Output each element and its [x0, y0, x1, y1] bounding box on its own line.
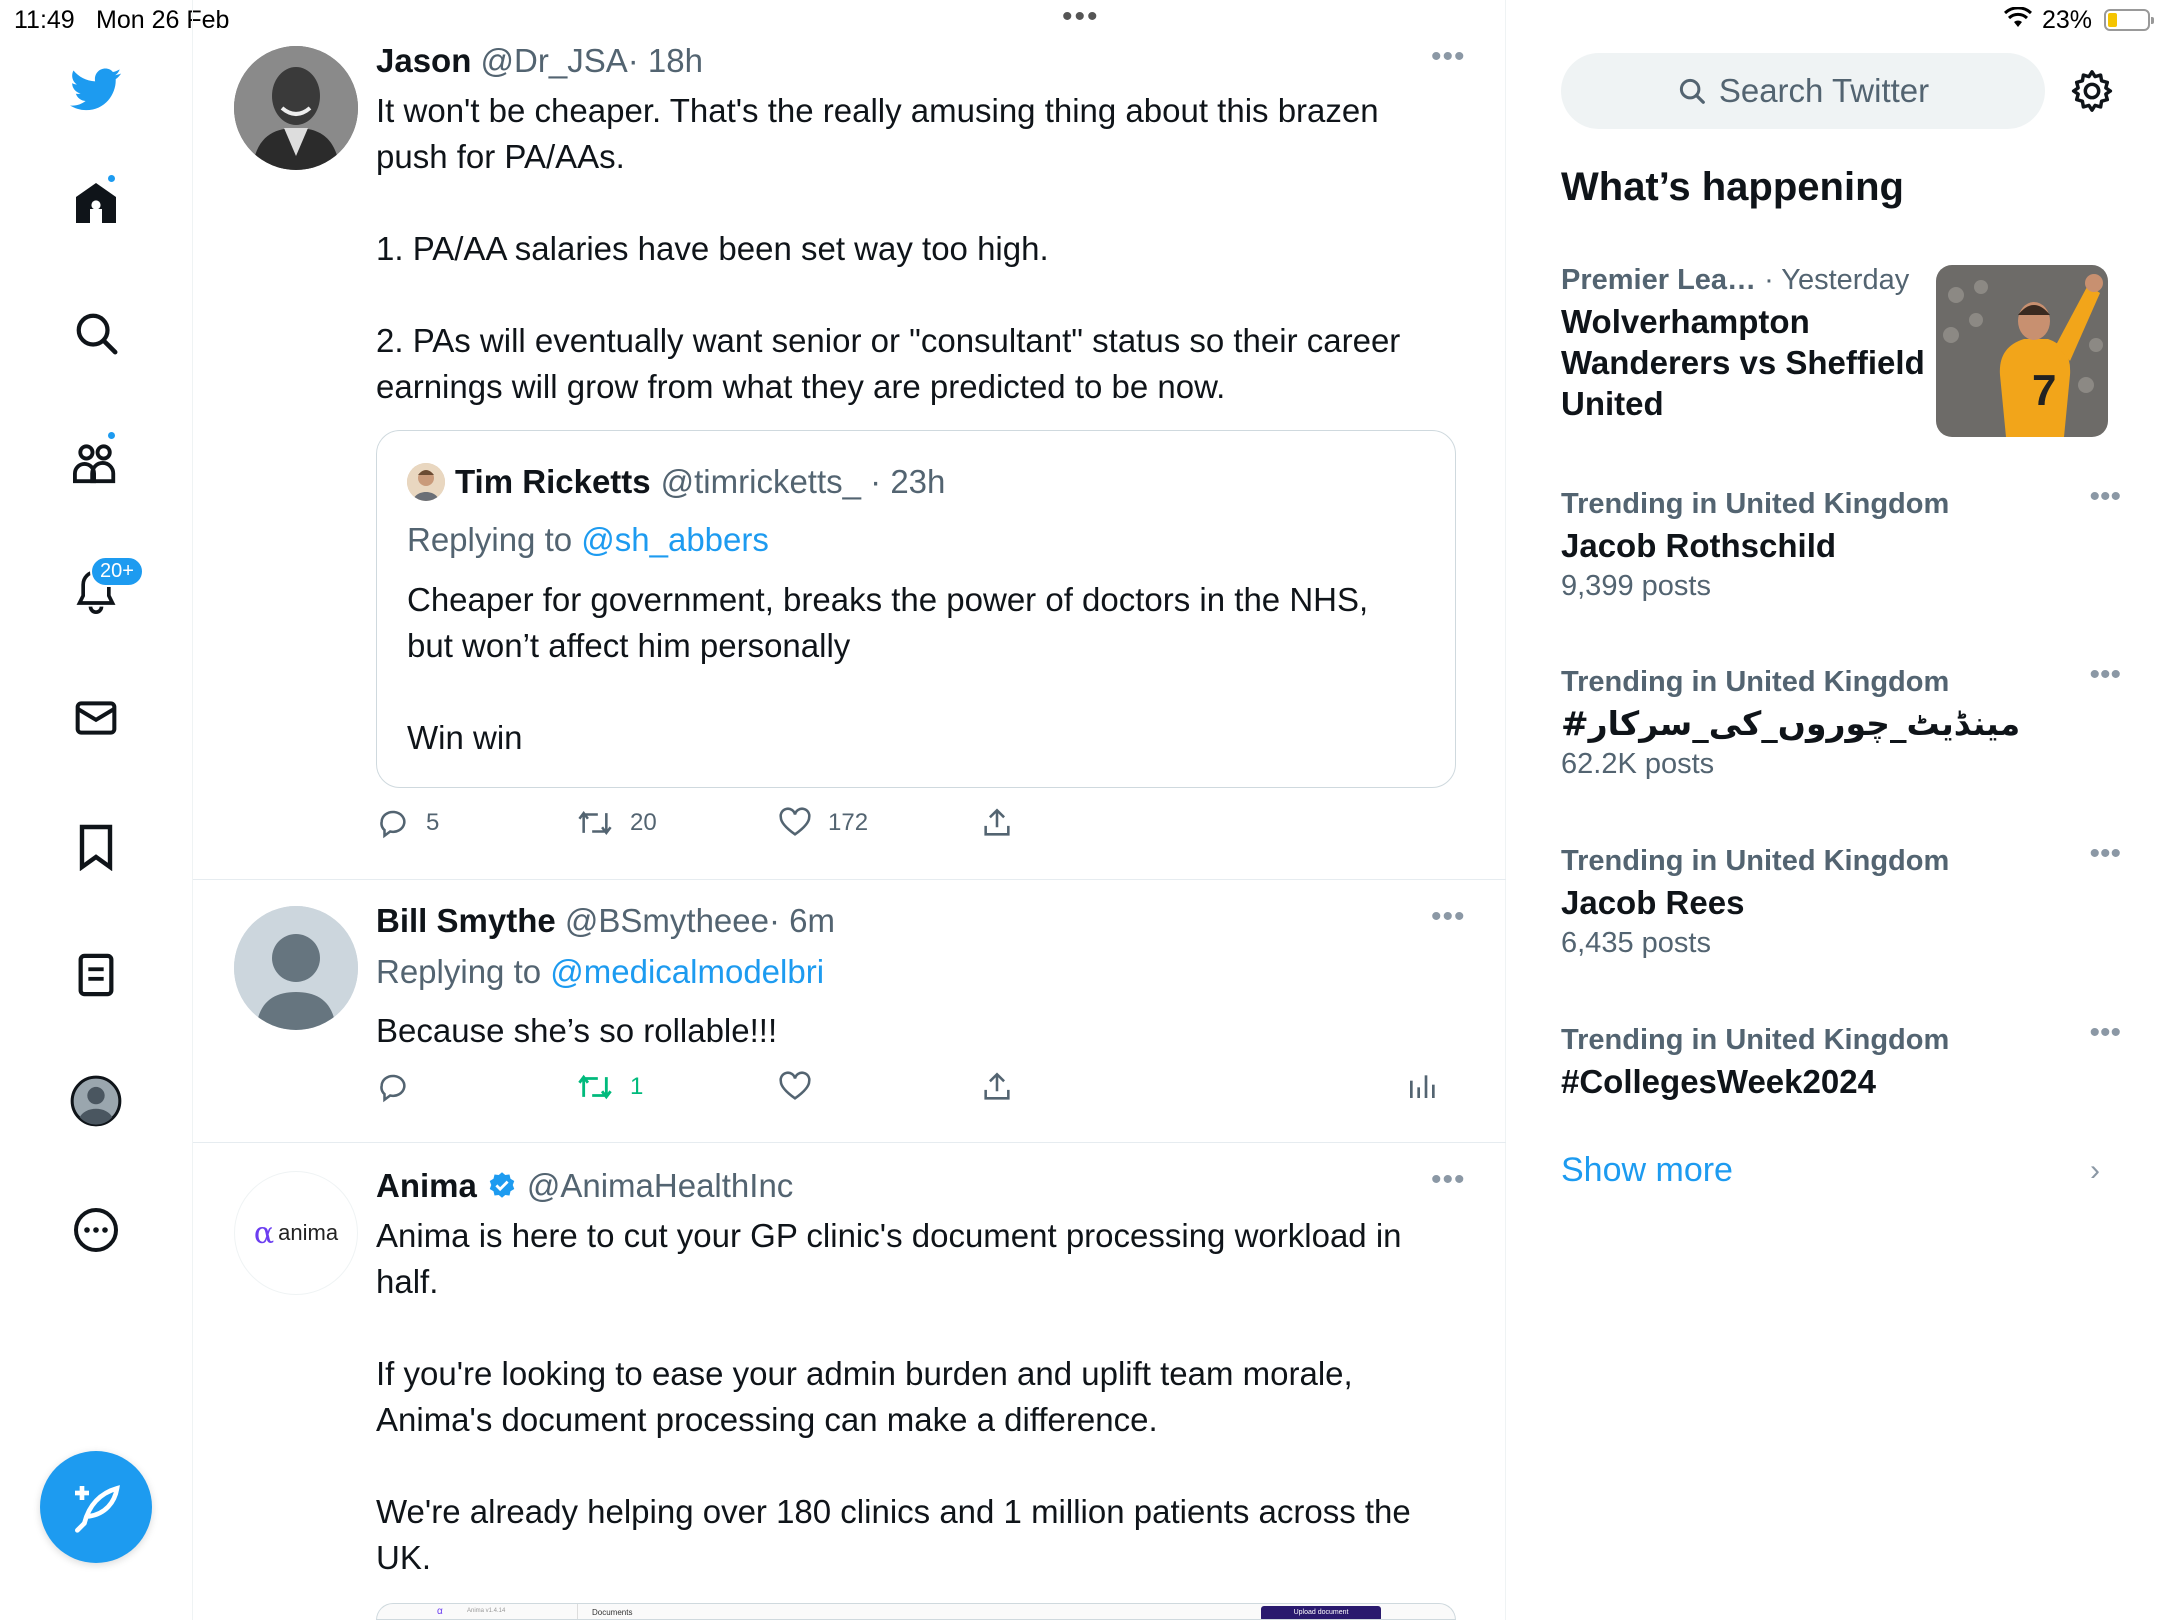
- trend-more-icon[interactable]: •••: [2089, 480, 2121, 513]
- author-handle[interactable]: @BSmytheee: [564, 902, 769, 939]
- tweet-author-avatar[interactable]: [234, 46, 358, 170]
- trend-context: Trending in United Kingdom: [1561, 488, 1950, 520]
- bookmarks-icon[interactable]: [66, 817, 126, 877]
- tweet-header: [376, 42, 703, 80]
- trend-topic: Jacob Rees: [1561, 884, 1745, 921]
- quoted-tweet-time: · 23h: [870, 463, 946, 500]
- tweet-time[interactable]: · 18h: [627, 42, 703, 79]
- anima-logo-text: anima: [278, 1220, 339, 1245]
- trend-item[interactable]: [1561, 1016, 2121, 1102]
- retweet-button[interactable]: [576, 806, 657, 840]
- compose-tweet-button[interactable]: [40, 1451, 152, 1563]
- trend-item[interactable]: [1561, 837, 2121, 960]
- quoted-replying-prefix: Replying to: [407, 521, 582, 558]
- like-button[interactable]: [778, 806, 868, 840]
- replying-to-link[interactable]: @medicalmodelbri: [550, 953, 825, 990]
- like-button[interactable]: [778, 1070, 812, 1104]
- quoted-tweet[interactable]: [376, 430, 1456, 788]
- replying-prefix: Replying to: [376, 953, 551, 990]
- author-handle[interactable]: @Dr_JSA: [480, 42, 628, 79]
- trend-item[interactable]: [1561, 264, 1931, 424]
- trend-context: Trending in United Kingdom: [1561, 1024, 1950, 1056]
- trend-more-icon[interactable]: •••: [2089, 658, 2121, 691]
- trend-topic: #CollegesWeek2024: [1561, 1063, 1876, 1100]
- reply-button[interactable]: [376, 806, 439, 840]
- show-more-link[interactable]: Show more: [1561, 1151, 1733, 1189]
- svg-text:7: 7: [2032, 366, 2057, 415]
- tweet-item[interactable]: [193, 0, 1506, 880]
- messages-icon[interactable]: [66, 688, 126, 748]
- trend-context: [1561, 264, 1931, 297]
- author-name[interactable]: Anima: [376, 1167, 477, 1204]
- communities-icon[interactable]: [66, 432, 126, 492]
- trend-context: Trending in United Kingdom: [1561, 845, 1950, 877]
- trend-more-icon[interactable]: •••: [2089, 837, 2121, 870]
- retweet-icon: [576, 1070, 614, 1104]
- tweet-item[interactable]: [193, 1143, 1506, 1620]
- quoted-author-handle: @timricketts_: [660, 463, 861, 500]
- tweet-item[interactable]: [193, 880, 1506, 1143]
- heart-icon: [778, 1070, 812, 1104]
- reply-count: 5: [426, 809, 440, 836]
- author-name[interactable]: Bill Smythe: [376, 902, 556, 939]
- compose-feather-icon: [68, 1479, 124, 1535]
- tweet-header: [376, 902, 835, 940]
- reply-icon: [376, 806, 410, 840]
- share-button[interactable]: [980, 1070, 1014, 1104]
- author-handle[interactable]: @AnimaHealthInc: [526, 1167, 794, 1204]
- trend-topic: #مینڈیٹ_چوروں_کی_سرکار: [1561, 704, 2021, 743]
- home-icon[interactable]: [66, 173, 126, 233]
- media-section-label: Documents: [592, 1608, 633, 1617]
- tweet-time[interactable]: · 6m: [768, 902, 835, 939]
- tweet-media-preview[interactable]: [376, 1603, 1456, 1620]
- retweet-icon: [576, 806, 614, 840]
- search-placeholder: Search Twitter: [1718, 72, 1930, 109]
- trend-post-count: 9,399 posts: [1561, 570, 1711, 602]
- sidebar-nav: [0, 0, 193, 1620]
- search-icon[interactable]: [66, 303, 126, 363]
- quoted-tweet-text: Cheaper for government, breaks the power of doctors in the NHS, but won’t affect him personally Win win: [407, 581, 1369, 756]
- search-input[interactable]: [1561, 53, 2045, 129]
- trend-topic: Wolverhampton Wanderers vs Sheffield United: [1561, 303, 1925, 422]
- trend-category: Premier Lea…: [1561, 264, 1757, 296]
- communities-notification-dot: [106, 430, 117, 441]
- share-button[interactable]: [980, 806, 1014, 840]
- trend-thumbnail-image[interactable]: [1936, 265, 2108, 437]
- trend-post-count: 6,435 posts: [1561, 927, 1711, 959]
- timeline-feed: [193, 0, 1506, 1620]
- anima-logo-symbol: α: [253, 1215, 275, 1251]
- trend-post-count: 62.2K posts: [1561, 748, 1715, 780]
- right-sidebar: [1506, 0, 2160, 1620]
- tweet-more-icon[interactable]: •••: [1431, 900, 1466, 933]
- tweet-actions: [376, 806, 1456, 846]
- chevron-right-icon[interactable]: ›: [2090, 1154, 2100, 1187]
- search-icon: [1677, 76, 1707, 106]
- analytics-icon: [1406, 1070, 1438, 1102]
- quoted-author-name: Tim Ricketts: [455, 463, 651, 500]
- trend-item[interactable]: [1561, 480, 2121, 603]
- reply-button[interactable]: [376, 1070, 410, 1104]
- tweet-author-avatar[interactable]: [234, 906, 358, 1030]
- trend-time: · Yesterday: [1764, 264, 1910, 296]
- quoted-tweet-header: [407, 463, 945, 501]
- whats-happening-title: What’s happening: [1561, 165, 1904, 209]
- tweet-author-avatar[interactable]: [234, 1171, 358, 1295]
- tweet-header: [376, 1167, 793, 1205]
- retweet-count: 1: [630, 1073, 644, 1100]
- tweet-text: It won't be cheaper. That's the really amusing thing about this brazen push for PA/AAs. 1. PA/AA salaries have been set way too high. 2. PAs will eventually want senior or "consultant" status so their career earnings will grow from what they are predicted to be now.: [376, 92, 1401, 405]
- twitter-logo-icon[interactable]: [66, 60, 126, 120]
- more-options-icon[interactable]: [66, 1200, 126, 1260]
- replying-to: [376, 953, 824, 991]
- tweet-text: Anima is here to cut your GP clinic's document processing workload in half. If you're looking to ease your admin burden and uplift team morale, Anima's document processing can make a difference. We're already helping over 180 clinics and 1 million patients across the UK.: [376, 1217, 1411, 1576]
- notifications-badge: 20+: [90, 556, 144, 587]
- share-icon: [980, 806, 1014, 840]
- quoted-author-avatar: [407, 463, 445, 501]
- lists-icon[interactable]: [66, 945, 126, 1005]
- media-upload-button: Upload document: [1261, 1606, 1381, 1620]
- heart-icon: [778, 806, 812, 840]
- tweet-actions: [376, 1070, 1456, 1110]
- status-date: Mon 26 Feb: [96, 6, 230, 34]
- media-product-label: Anima v1.4.14: [467, 1608, 506, 1614]
- trend-topic: Jacob Rothschild: [1561, 527, 1837, 564]
- status-time: 11:49: [14, 6, 75, 34]
- share-icon: [980, 1070, 1014, 1104]
- battery-percent: 23%: [2042, 6, 2093, 34]
- retweet-button[interactable]: [576, 1070, 643, 1104]
- trend-item[interactable]: [1561, 658, 2121, 781]
- like-count: 172: [828, 809, 869, 836]
- quoted-replying-to: [407, 521, 769, 559]
- media-logo-symbol: α: [437, 1606, 443, 1617]
- trend-more-icon[interactable]: •••: [2089, 1016, 2121, 1049]
- settings-gear-icon[interactable]: [2069, 68, 2115, 114]
- tweet-more-icon[interactable]: •••: [1431, 40, 1466, 73]
- verified-badge-icon: [487, 1171, 517, 1201]
- profile-avatar[interactable]: [66, 1071, 126, 1131]
- trend-context: Trending in United Kingdom: [1561, 666, 1950, 698]
- tweet-more-icon[interactable]: •••: [1431, 1163, 1466, 1196]
- reply-icon: [376, 1070, 410, 1104]
- tweet-text: Because she’s so rollable!!!: [376, 1012, 778, 1049]
- analytics-button[interactable]: [1406, 1070, 1438, 1102]
- quoted-replying-to-link[interactable]: @sh_abbers: [581, 521, 769, 558]
- home-notification-dot: [106, 173, 117, 184]
- multitasking-dots-icon[interactable]: •••: [1062, 0, 1100, 33]
- author-name[interactable]: Jason: [376, 42, 472, 79]
- retweet-count: 20: [630, 809, 657, 836]
